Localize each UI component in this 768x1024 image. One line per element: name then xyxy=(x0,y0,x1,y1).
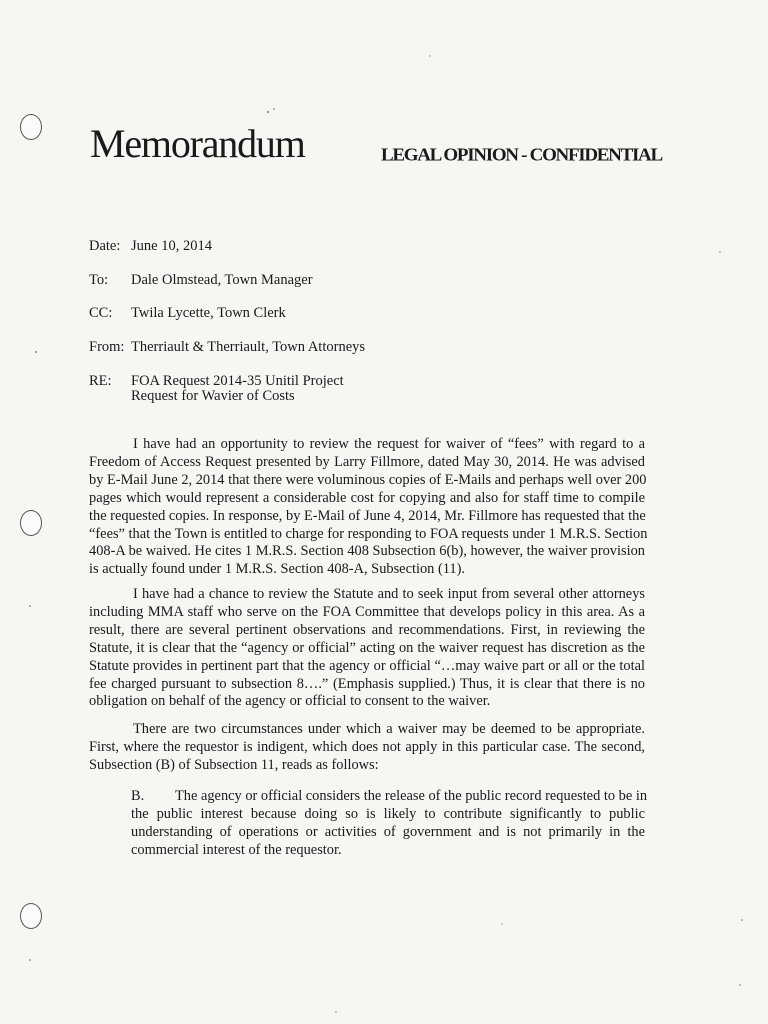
text-line: Statute, it is clear that the “agency or official” acting on the waiver request has discretion as the xyxy=(89,639,645,656)
header-re-line2: Request for Wavier of Costs xyxy=(131,388,295,404)
header-label: Date: xyxy=(89,238,121,254)
text-line: Freedom of Access Request presented by Larry Fillmore, dated May 30, 2014. He was advised xyxy=(89,453,645,470)
header-label: From: xyxy=(89,339,125,355)
header-label: To: xyxy=(89,272,109,288)
text-line: obligation on behalf of the agency or official to consent to the waiver. xyxy=(89,693,491,710)
text-line: pages which would represent a considerable cost for copying and also for staff time to compile xyxy=(89,489,645,506)
text-line: the requested copies. In response, by E-Mail of June 4, 2014, Mr. Fillmore has requested that the xyxy=(89,507,646,524)
header-value: FOA Request 2014-35 Unitil Project xyxy=(131,373,344,389)
text-line: I have had an opportunity to review the request for waiver of “fees” with regard to a xyxy=(133,436,645,452)
text-line: Subsection (B) of Subsection 11, reads as follows: xyxy=(89,756,379,773)
text-line: Statute provides in pertinent part that the agency or official “…may waive part or all or the total xyxy=(89,657,645,674)
header-label: RE: xyxy=(89,373,112,389)
text-line: the public interest because doing so is likely to contribute significantly to public xyxy=(131,805,645,822)
text-line: including MMA staff who serve on the FOA Committee that develops policy in this area. As a xyxy=(89,603,645,620)
header-label: CC: xyxy=(89,305,113,321)
memo-title: Memorandum xyxy=(90,121,305,166)
quote-text: The agency or official considers the release of the public record requested to be in xyxy=(175,788,648,804)
text-line: “fees” that the Town is entitled to charge for responding to FOA requests under 1 M.R.S. Section xyxy=(89,525,648,542)
header-value: Therriault & Therriault, Town Attorneys xyxy=(131,339,366,355)
text-line: There are two circumstances under which a waiver may be deemed to be appropriate. xyxy=(133,721,645,737)
text-line: result, there are several pertinent observations and recommendations. First, in reviewing the xyxy=(89,621,645,638)
text-line: First, where the requestor is indigent, which does not apply in this particular case. The second, xyxy=(89,738,645,755)
text-line: commercial interest of the requestor. xyxy=(131,841,342,858)
text-line: fee charged pursuant to subsection 8….” (Emphasis supplied.) Thus, it is clear that there is no xyxy=(89,675,645,692)
text-line: 408-A be waived. He cites 1 M.R.S. Section 408 Subsection 6(b), however, the waiver provision xyxy=(89,543,645,560)
text-line: I have had a chance to review the Statute and to seek input from several other attorneys xyxy=(133,586,645,602)
text-line: by E-Mail June 2, 2014 that there were voluminous copies of E-Mails and perhaps well over 200 xyxy=(89,471,647,488)
text-line: understanding of operations or activities of government and is not primarily in the xyxy=(131,823,645,840)
header-value: Dale Olmstead, Town Manager xyxy=(131,272,313,288)
quote-label: B. xyxy=(131,788,145,804)
header-value: Twila Lycette, Town Clerk xyxy=(131,305,286,321)
text-line: is actually found under 1 M.R.S. Section 408-A, Subsection (11). xyxy=(89,561,465,578)
classification-label: LEGAL OPINION - CONFIDENTIAL xyxy=(381,145,662,166)
header-value: June 10, 2014 xyxy=(131,238,212,254)
